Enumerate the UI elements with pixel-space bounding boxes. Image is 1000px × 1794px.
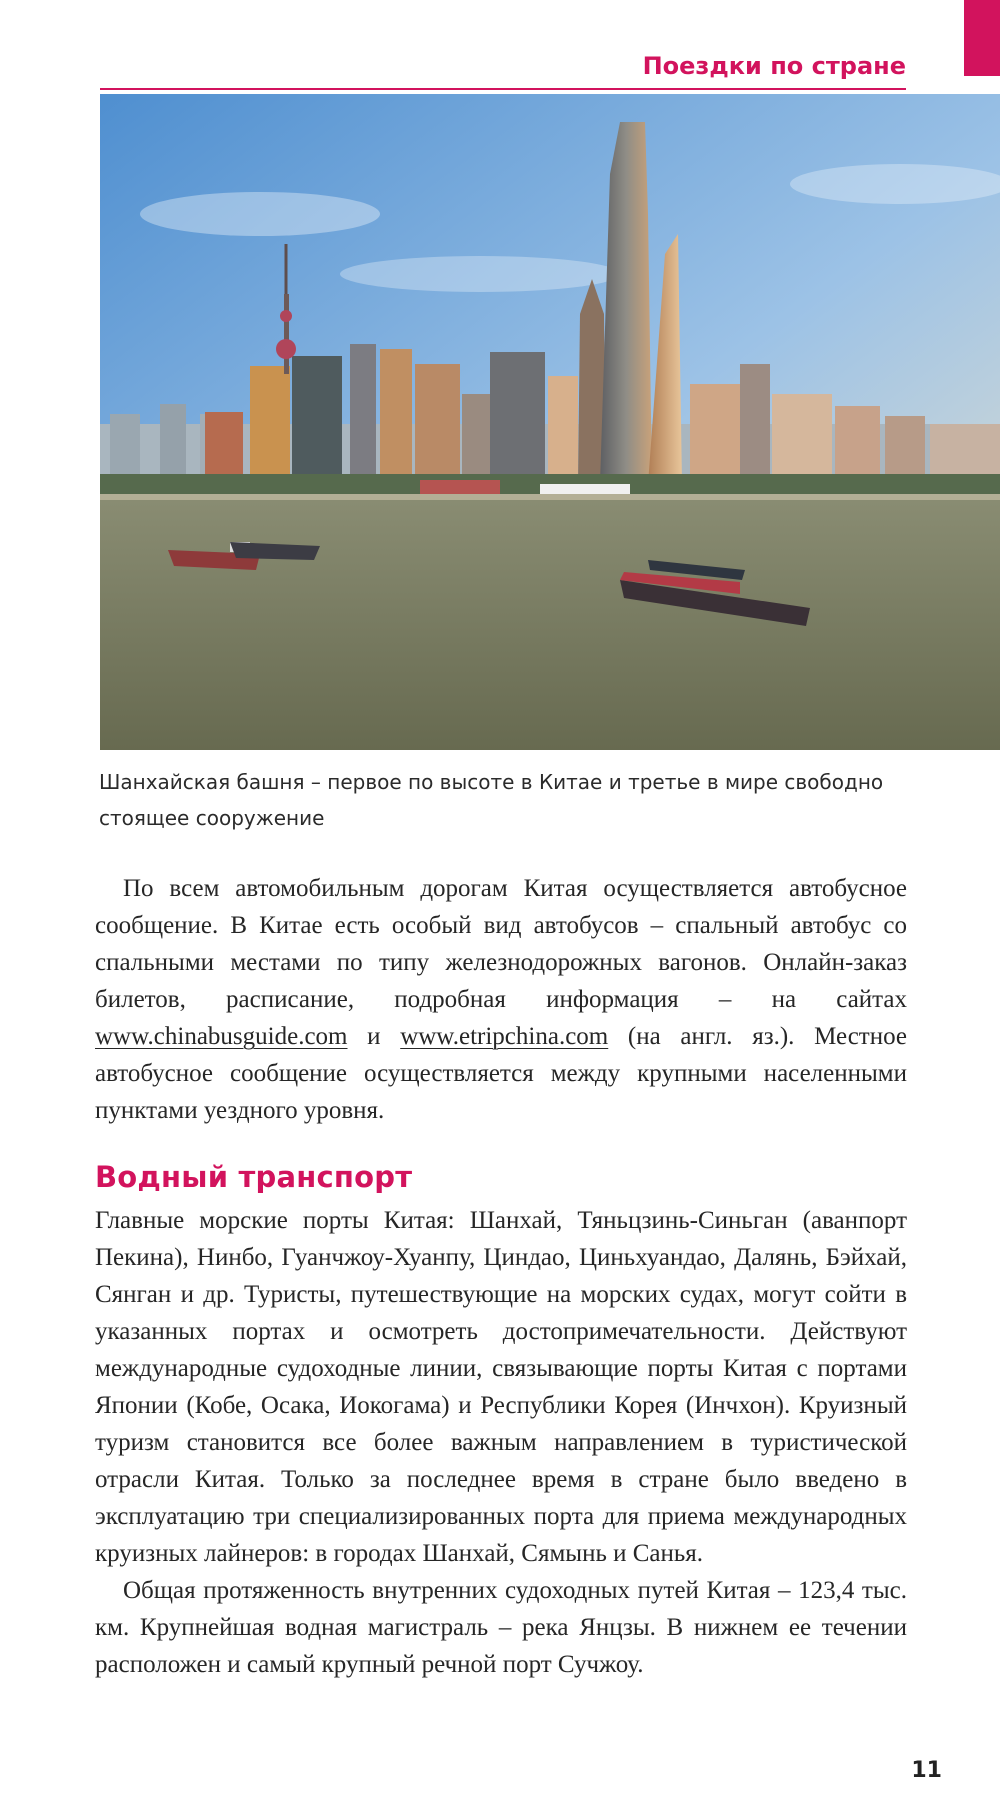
photo-caption: Шанхайская башня – первое по высоте в Китае и третье в мире свободно стоящее сооружение xyxy=(99,770,884,830)
bus-text-start: По всем автомобильным дорогам Китая осуществляется автобусное сообщение. В Китае есть особый вид автобусов – спальный автобус со спальными местами по типу железнодорожных вагонов. Онлайн-заказ билетов, расписание, подробная информация – на сайтах xyxy=(95,875,907,1013)
bus-text-middle: и xyxy=(347,1023,401,1050)
bus-text-end: (на англ. яз.). Местное автобусное сообщение осуществляется между крупными населенными пунктами уездного уровня. xyxy=(95,1023,907,1124)
skyline-illustration xyxy=(100,94,1000,750)
section-title: Поездки по стране xyxy=(642,52,906,80)
water-transport-heading: Водный транспорт xyxy=(95,1160,413,1194)
etripchina-link[interactable]: www.etripchina.com xyxy=(400,1023,609,1050)
chinabusguide-link[interactable]: www.chinabusguide.com xyxy=(95,1023,348,1050)
page-number: 11 xyxy=(911,1758,942,1783)
corner-tab xyxy=(964,0,1000,76)
ports-paragraph: Главные морские порты Китая: Шанхай, Тяньцзинь-Синьган (аванпорт Пекина), Нинбо, Гуанчжоу-Хуанпу, Циндао, Циньхуандао, Далянь, Бэйхай, Сянган и др. Туристы, путешествующие на морских судах, могут сойти в указанных портах и осмотреть достопримечательности. Действуют международные судоходные линии, связывающие порты Китая с портами Японии (Кобе, Осака, Иокогама) и Республики Корея (Инчхон). Круизный туризм становится все более важным направлением в туристической отрасли Китая. Только за последнее время в стране было введено в эксплуатацию три специализированных порта для приема международных круизных лайнеров: в городах Шанхай, Сямынь и Санья. xyxy=(95,1207,907,1567)
water-transport-body xyxy=(95,1202,907,1683)
page-header xyxy=(100,48,906,90)
bus-paragraph xyxy=(95,870,907,1129)
shanghai-skyline-photo xyxy=(100,94,1000,750)
waterways-paragraph: Общая протяженность внутренних судоходных путей Китая – 123,4 тыс. км. Крупнейшая водная магистраль – река Янцзы. В нижнем ее течении расположен и самый крупный речной порт Сучжоу. xyxy=(95,1577,907,1678)
